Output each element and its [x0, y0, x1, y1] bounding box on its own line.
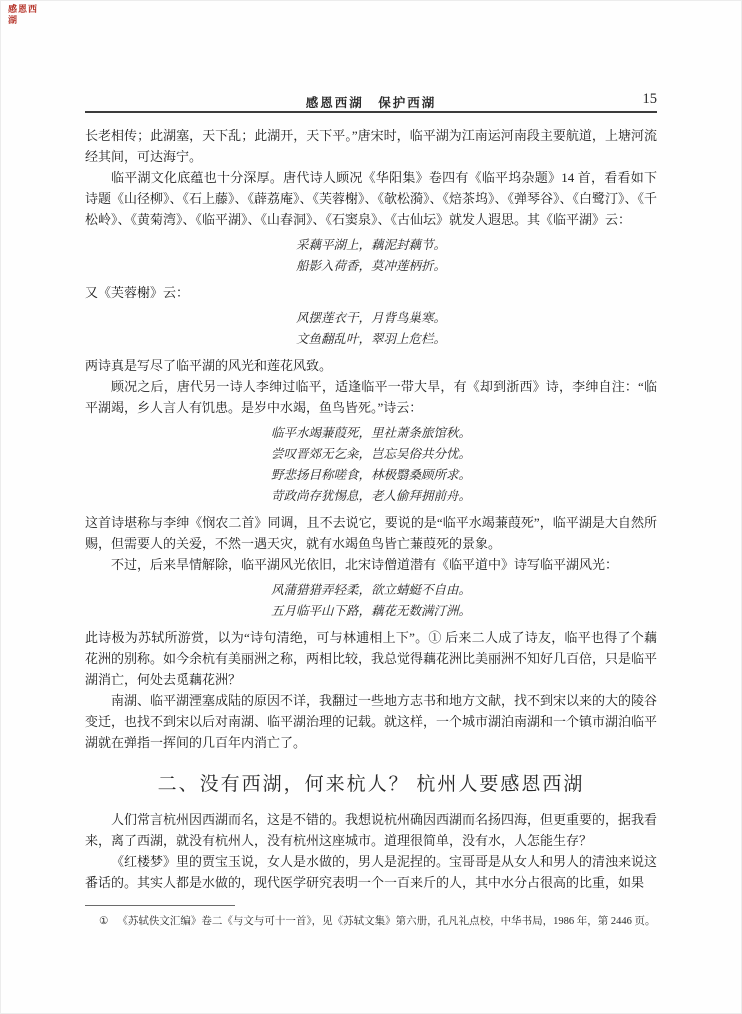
paragraph-poem-comment: 这首诗堪称与李绅《悯农二首》同调，且不去说它，要说的是“临平水竭蒹葭死”，临平湖是大自然所赐，但需要人的关爱，不然一遇天灾，就有水竭鱼鸟皆亡蒹葭死的景象。	[85, 515, 657, 551]
footnote-text: 《苏轼佚文汇编》卷二《与文与可十一首》，见《苏轼文集》第六册，孔凡礼点校，中华书局，1986 年，第 2446 页。	[117, 916, 656, 927]
edge-mark-line1: 感恩西	[8, 4, 39, 14]
running-head	[85, 93, 657, 113]
edge-mark	[8, 4, 38, 26]
poem-line: 文鱼翻乱叶，翠羽上危栏。	[295, 332, 446, 346]
footnote-block	[85, 905, 657, 929]
poem-que-dao-zhexi	[85, 423, 657, 507]
page-number: 15	[642, 91, 657, 107]
paragraph-furongxie-intro: 又《芙蓉榭》云：	[85, 285, 190, 300]
paragraph-linping-culture: 临平湖文化底蕴也十分深厚。唐代诗人顾况《华阳集》卷四有《临平坞杂题》14 首，看看如下诗题《山径柳》、《石上藤》、《薜荔庵》、《芙蓉榭》、《欹松漪》、《焙茶坞》、《弹琴谷》、《白鹭汀》、《千松岭》、《黄菊湾》、《临平湖》、《山春洞》、《石窦泉》、《古仙坛》就发人遐思。其《临平湖》云：	[85, 170, 658, 227]
paragraph-hongloumeng: 《红楼梦》里的贾宝玉说，女人是水做的，男人是泥捏的。宝哥哥是从女人和男人的清浊来说这番话的。其实人都是水做的，现代医学研究表明一个一百来斤的人，其中水分占很高的比重，如果	[85, 854, 658, 890]
poem-line: 风蒲猎猎弄轻柔，欲立蜻蜓不自由。	[270, 583, 471, 597]
paragraph-lakes-vanished: 南湖、临平湖湮塞成陆的原因不详，我翻过一些地方志书和地方文献，找不到宋以来的大的陵谷变迁，也找不到宋以后对南湖、临平湖治理的记载。就这样，一个城市湖泊南湖和一个镇市湖泊临平湖就在弹指一挥间的几百年内消亡了。	[85, 693, 658, 750]
section-heading: 二、没有西湖，何来杭人？ 杭州人要感恩西湖	[157, 774, 585, 795]
poem-line: 苛政尚存犹惕息，老人偷拜拥前舟。	[270, 489, 471, 503]
paragraph-sushi-comment: 此诗极为苏轼所游赏，以为“诗句清绝，可与林逋相上下”。① 后来二人成了诗友，临平也得了个藕花洲的别称。如今余杭有美丽洲之称，两相比较，我总觉得藕花洲比美丽洲不知好几百倍，只是临平湖消亡，何处去觅藕花洲？	[85, 630, 658, 687]
running-head-title: 感恩西湖 保护西湖	[305, 96, 437, 110]
footnote-marker: ①	[99, 916, 109, 927]
paragraph-two-poems-comment: 两诗真是写尽了临平湖的风光和莲花风致。	[85, 358, 333, 373]
poem-line: 船影入荷香，莫冲莲柄折。	[295, 259, 446, 273]
footnote	[85, 914, 657, 929]
page-content	[85, 93, 657, 929]
poem-linping-daozhong	[85, 580, 657, 622]
poem-line: 临平水竭蒹葭死，里社萧条旅馆秋。	[270, 426, 471, 440]
poem-linpinghu	[85, 235, 657, 277]
paragraph-hangzhou-westlake: 人们常言杭州因西湖而名，这是不错的。我想说杭州确因西湖而名扬四海，但更重要的，据我看来，离了西湖，就没有杭州人，没有杭州这座城市。道理很简单，没有水，人怎能生存？	[85, 812, 658, 848]
poem-line: 尝叹晋郊无乞籴，岂忘吴俗共分忧。	[270, 447, 471, 461]
poem-line: 五月临平山下路，藕花无数满汀洲。	[270, 604, 471, 618]
paragraph-continuation: 长老相传；此湖塞，天下乱；此湖开，天下平。”唐宋时，临平湖为江南运河南段主要航道，上塘河流经其间，可达海宁。	[85, 128, 657, 164]
edge-mark-line2: 湖	[8, 15, 19, 25]
poem-line: 采藕平湖上，藕泥封藕节。	[295, 238, 446, 252]
poem-line: 风摆莲衣干，月背鸟巢寒。	[295, 311, 446, 325]
paragraph-lishen: 顾况之后，唐代另一诗人李绅过临平，适逢临平一带大旱，有《却到浙西》诗，李绅自注：“临平湖竭，乡人言人有饥患。是岁中水竭，鱼鸟皆死。”诗云：	[85, 379, 657, 415]
poem-line: 野悲扬目称嗟食，林极翳桑顾所求。	[270, 468, 471, 482]
footnote-divider	[85, 905, 235, 906]
poem-furongxie	[85, 308, 657, 350]
paragraph-daoqian-intro: 不过，后来旱情解除，临平湖风光依旧，北宋诗僧道潜有《临平道中》诗写临平湖风光：	[111, 557, 619, 572]
